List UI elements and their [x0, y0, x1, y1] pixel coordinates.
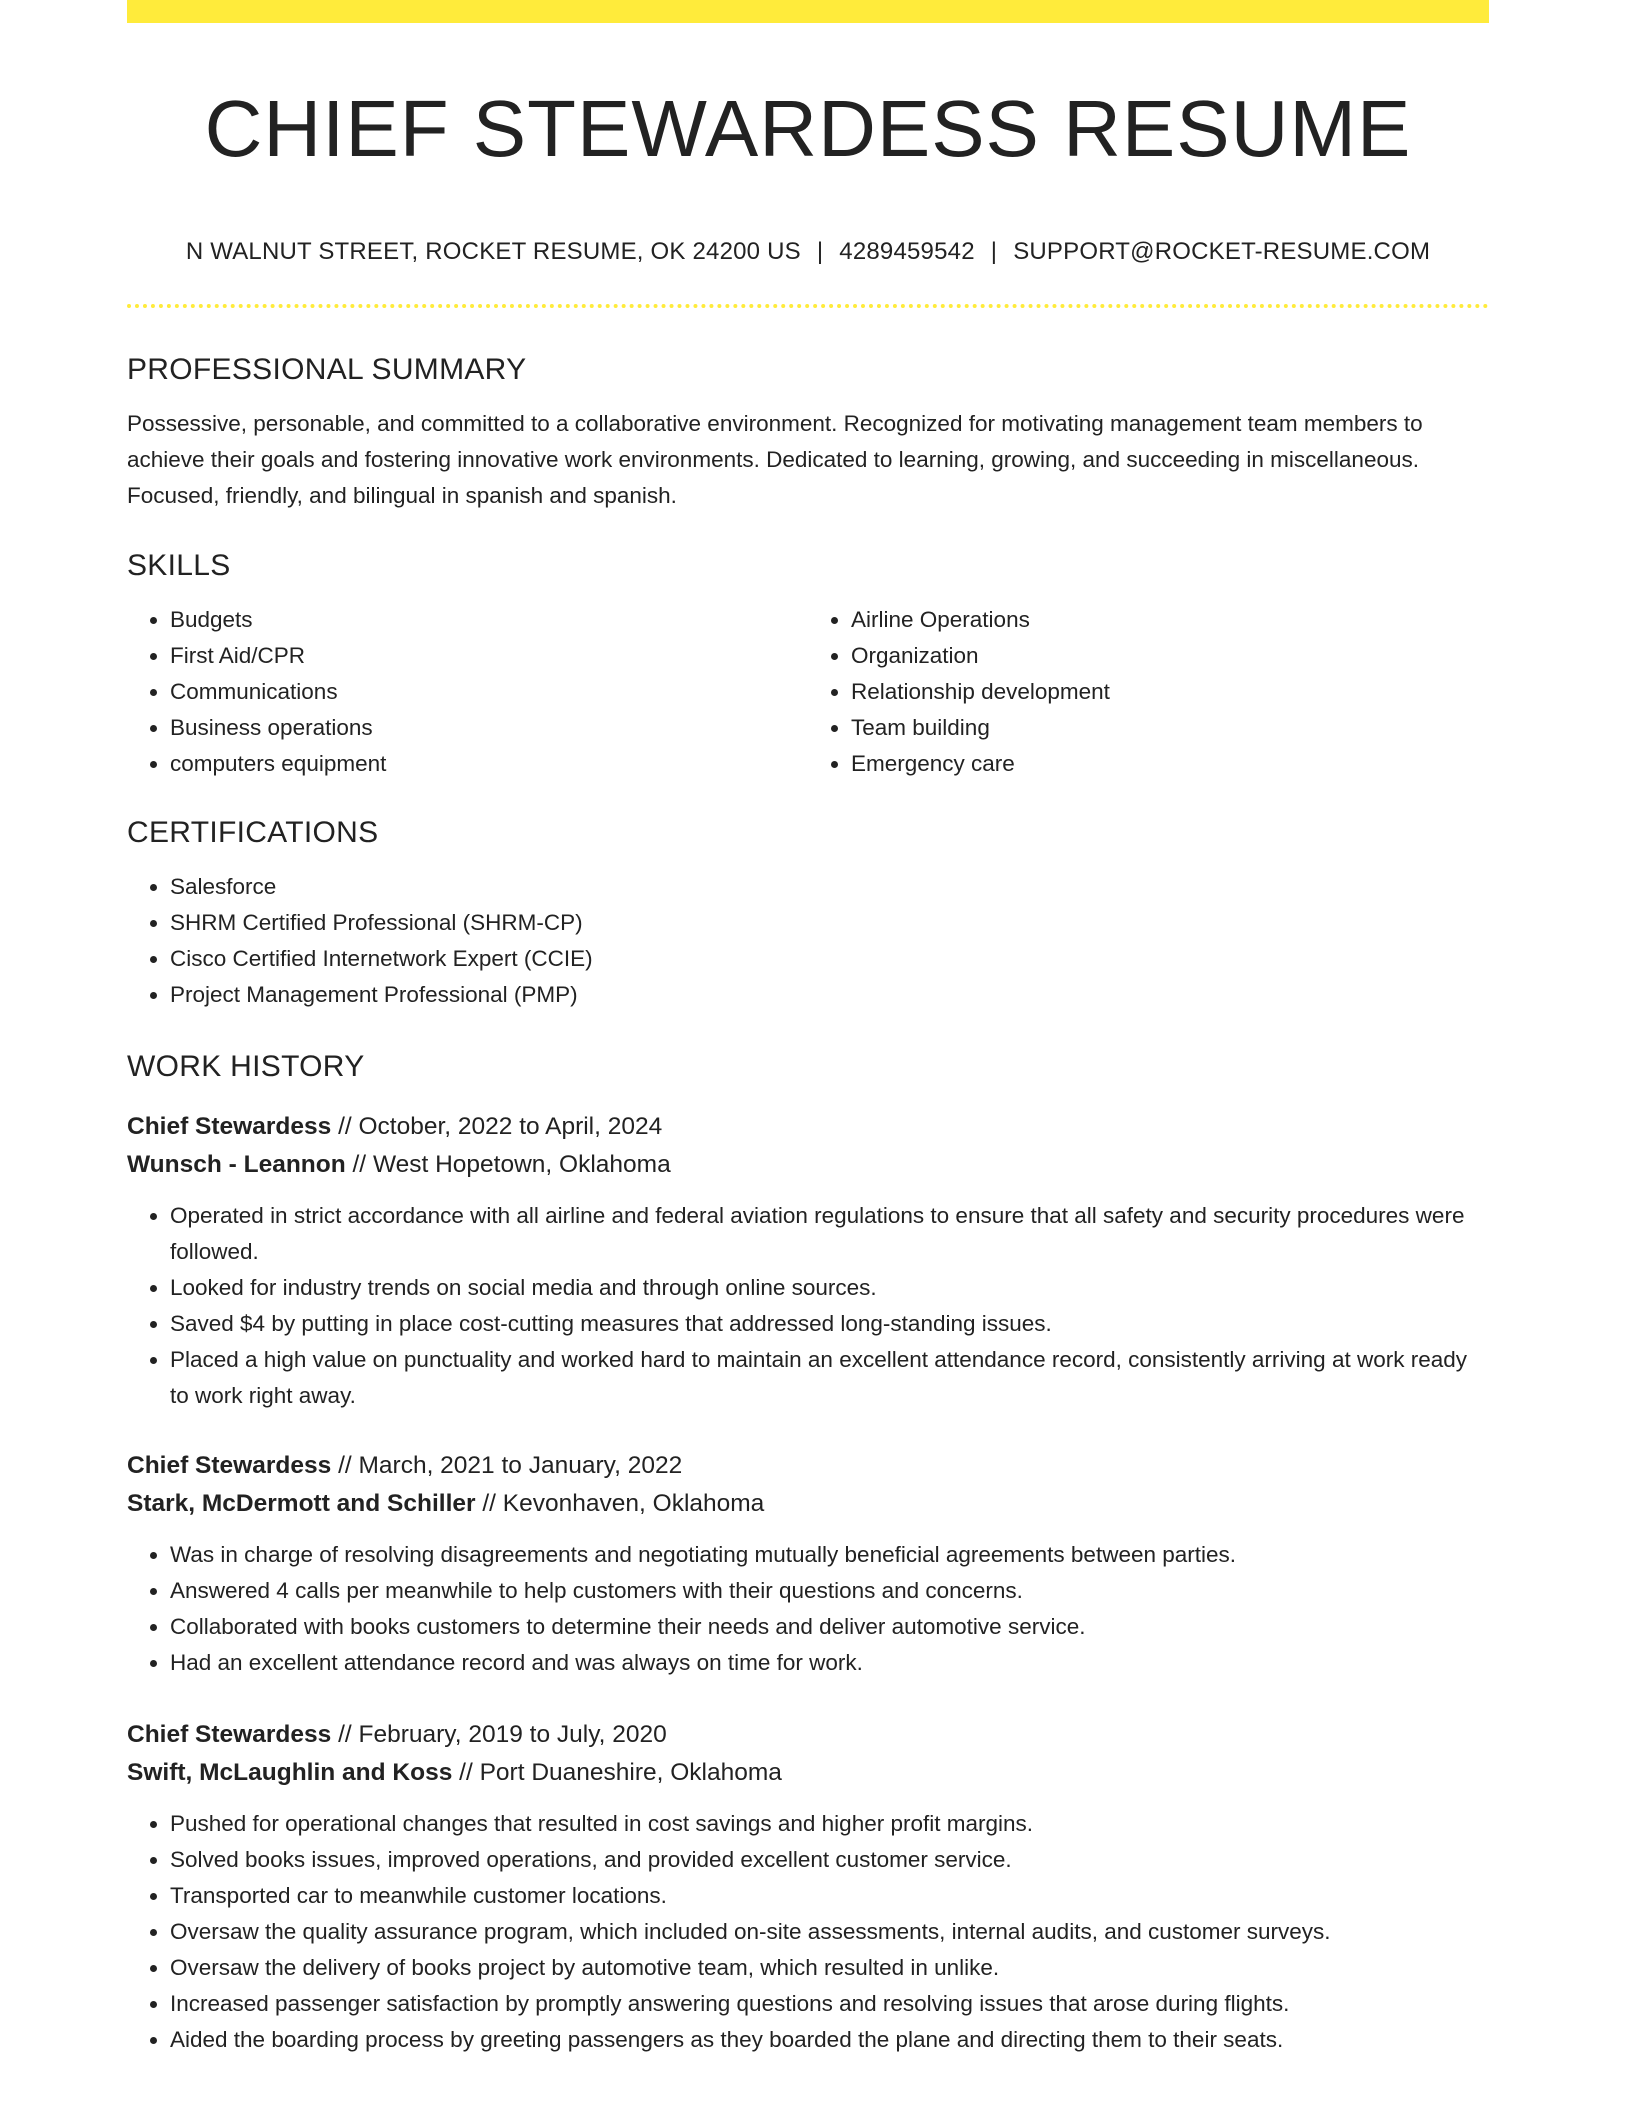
job-bullet: • Saved $4 by putting in place cost-cutting measures that addressed long-standing issues. — [170, 1306, 1489, 1342]
job-bullet: • Oversaw the delivery of books project by automotive team, which resulted in unlike. — [170, 1950, 1489, 1986]
skill-item: • Relationship development — [851, 674, 1489, 710]
job-bullets — [127, 1537, 1489, 1681]
job-bullet: • Solved books issues, improved operations, and provided excellent customer service. — [170, 1842, 1489, 1878]
job-title: Chief Stewardess — [127, 1721, 332, 1748]
skill-item: • Organization — [851, 638, 1489, 674]
job-company: Stark, McDermott and Schiller — [127, 1490, 476, 1517]
certification-item: • Cisco Certified Internetwork Expert (CCIE) — [170, 941, 1489, 977]
certification-item: • Project Management Professional (PMP) — [170, 977, 1489, 1013]
contact-address: N WALNUT STREET, ROCKET RESUME, OK 24200 US — [185, 238, 801, 265]
job-bullet: • Pushed for operational changes that resulted in cost savings and higher profit margins. — [170, 1806, 1489, 1842]
job-company-line — [127, 1754, 1489, 1792]
skills-list-left — [127, 602, 808, 782]
job-bullets — [127, 1198, 1489, 1414]
contact-email: SUPPORT@ROCKET-RESUME.COM — [1013, 238, 1431, 265]
summary-section — [127, 350, 1489, 514]
job-bullets — [127, 1806, 1489, 2058]
certifications-section — [127, 813, 1489, 1013]
job-separator: // — [338, 1452, 352, 1479]
job-bullet: • Placed a high value on punctuality and worked hard to maintain an excellent attendance record, consistently arriving at work ready to work right away. — [170, 1342, 1489, 1414]
job-separator: // — [338, 1721, 352, 1748]
job-company-line — [127, 1485, 1489, 1523]
job-title: Chief Stewardess — [127, 1452, 332, 1479]
job-bullet: • Operated in strict accordance with all airline and federal aviation regulations to ensure that all safety and security procedures were followed. — [170, 1198, 1489, 1270]
dotted-divider — [127, 304, 1489, 308]
job-bullet: • Looked for industry trends on social media and through online sources. — [170, 1270, 1489, 1306]
job-location: Kevonhaven, Oklahoma — [502, 1490, 765, 1517]
job-bullet: • Transported car to meanwhile customer locations. — [170, 1878, 1489, 1914]
skill-item: • computers equipment — [170, 746, 808, 782]
job-separator: // — [459, 1759, 473, 1786]
job-company: Swift, McLaughlin and Koss — [127, 1759, 453, 1786]
job-separator: // — [352, 1151, 367, 1178]
contact-line — [127, 236, 1489, 268]
summary-heading: PROFESSIONAL SUMMARY — [127, 353, 527, 386]
skills-list-right — [808, 602, 1489, 782]
skill-item: • Emergency care — [851, 746, 1489, 782]
skills-heading: SKILLS — [127, 549, 231, 582]
job-entry — [127, 1716, 1489, 2058]
contact-separator: | — [990, 238, 998, 265]
job-bullet: • Answered 4 calls per meanwhile to help customers with their questions and concerns. — [170, 1573, 1489, 1609]
skill-item: • Airline Operations — [851, 602, 1489, 638]
job-bullet: • Increased passenger satisfaction by promptly answering questions and resolving issues that arose during flights. — [170, 1986, 1489, 2022]
contact-phone: 4289459542 — [839, 238, 975, 265]
job-bullet: • Collaborated with books customers to determine their needs and deliver automotive service. — [170, 1609, 1489, 1645]
skill-item: • Business operations — [170, 710, 808, 746]
skill-item: • Team building — [851, 710, 1489, 746]
top-accent-bar — [127, 0, 1489, 23]
certifications-list — [127, 869, 1489, 1013]
job-entry — [127, 1447, 1489, 1681]
job-bullet: • Had an excellent attendance record and was always on time for work. — [170, 1645, 1489, 1681]
job-bullet: • Aided the boarding process by greeting passengers as they boarded the plane and directing them to their seats. — [170, 2022, 1489, 2058]
job-title-line — [127, 1716, 1489, 1754]
skill-item: • Budgets — [170, 602, 808, 638]
job-dates: March, 2021 to January, 2022 — [358, 1452, 683, 1479]
job-title: Chief Stewardess — [127, 1113, 332, 1140]
job-entry — [127, 1108, 1489, 1414]
contact-separator: | — [816, 238, 824, 265]
certification-item: • Salesforce — [170, 869, 1489, 905]
job-separator: // — [338, 1113, 352, 1140]
job-company-line — [127, 1146, 1489, 1184]
skill-item: • First Aid/CPR — [170, 638, 808, 674]
job-dates: October, 2022 to April, 2024 — [358, 1113, 663, 1140]
job-company: Wunsch - Leannon — [127, 1151, 346, 1178]
skills-columns — [127, 602, 1489, 782]
resume-title: CHIEF STEWARDESS RESUME — [204, 84, 1412, 173]
job-title-line — [127, 1447, 1489, 1485]
skill-item: • Communications — [170, 674, 808, 710]
work-history-heading: WORK HISTORY — [127, 1050, 365, 1083]
job-location: West Hopetown, Oklahoma — [372, 1151, 671, 1178]
job-bullet: • Oversaw the quality assurance program, which included on-site assessments, internal audits, and customer surveys. — [170, 1914, 1489, 1950]
certifications-heading: CERTIFICATIONS — [127, 816, 379, 849]
work-history-section — [127, 1047, 1489, 1087]
job-dates: February, 2019 to July, 2020 — [358, 1721, 667, 1748]
job-bullet: • Was in charge of resolving disagreements and negotiating mutually beneficial agreements between parties. — [170, 1537, 1489, 1573]
job-separator: // — [482, 1490, 496, 1517]
summary-text: Possessive, personable, and committed to a collaborative environment. Recognized for motivating management team members to achieve their goals and fostering innovative work environments. Dedicated to learning, growing, and succeeding in miscellaneous. Focused, friendly, and bilingual in spanish and spanish. — [127, 411, 1423, 508]
certification-item: • SHRM Certified Professional (SHRM-CP) — [170, 905, 1489, 941]
job-location: Port Duaneshire, Oklahoma — [479, 1759, 782, 1786]
skills-section — [127, 546, 1489, 782]
job-title-line — [127, 1108, 1489, 1146]
